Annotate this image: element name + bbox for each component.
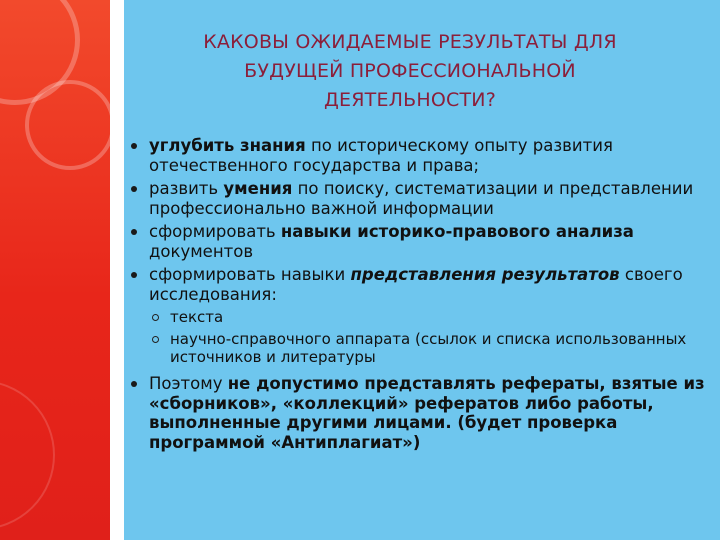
decorative-red-panel — [0, 0, 110, 540]
bullet-list — [128, 136, 708, 456]
title-line: КАКОВЫ ОЖИДАЕМЫЕ РЕЗУЛЬТАТЫ ДЛЯ — [203, 31, 617, 53]
bullet-icon — [131, 381, 137, 387]
list-item — [128, 179, 708, 218]
sub-item-text: научно-справочного аппарата (ссылок и списка использованных источников и литературы — [170, 330, 687, 366]
bullet-icon — [131, 272, 137, 278]
title-line: БУДУЩЕЙ ПРОФЕССИОНАЛЬНОЙ — [244, 60, 576, 82]
bold-text: не допустимо представлять рефераты, взятые из «сборников», «коллекций» рефератов либо работы, выполненные другими лицами. (будет проверка программой «Антиплагиат») — [149, 374, 705, 452]
bold-text: навыки историко-правового анализа — [280, 222, 634, 241]
list-item — [128, 222, 708, 261]
bold-italic-text: представления результатов — [350, 265, 620, 284]
item-text: по историческому опыту развития отечественного государства и права; — [149, 136, 613, 175]
slide-title — [150, 28, 670, 115]
sub-list-item — [128, 330, 708, 366]
sub-item-text: текста — [170, 308, 224, 326]
item-text: документов — [149, 241, 254, 261]
bullet-icon — [131, 229, 137, 235]
item-text: своего исследования: — [149, 265, 683, 304]
item-text: развить — [149, 179, 224, 198]
ring-bullet-icon — [152, 314, 159, 321]
item-text: сформировать — [149, 222, 281, 241]
item-text: Поэтому — [149, 374, 228, 393]
ring-bullet-icon — [152, 336, 159, 343]
title-line: ДЕЯТЕЛЬНОСТИ? — [324, 89, 496, 111]
item-text: по поиску, систематизации и представлении профессионально важной информации — [149, 179, 694, 218]
list-item — [128, 374, 708, 452]
sub-list-item — [128, 308, 708, 326]
bold-text: умения — [223, 179, 293, 198]
decorative-white-strip — [110, 0, 124, 540]
item-text: сформировать навыки — [149, 265, 351, 284]
bold-text: углубить знания — [149, 136, 306, 155]
list-item — [128, 265, 708, 304]
decorative-circle — [25, 80, 110, 170]
bullet-icon — [131, 186, 137, 192]
bullet-icon — [131, 143, 137, 149]
list-item — [128, 136, 708, 175]
decorative-circle — [0, 380, 55, 530]
